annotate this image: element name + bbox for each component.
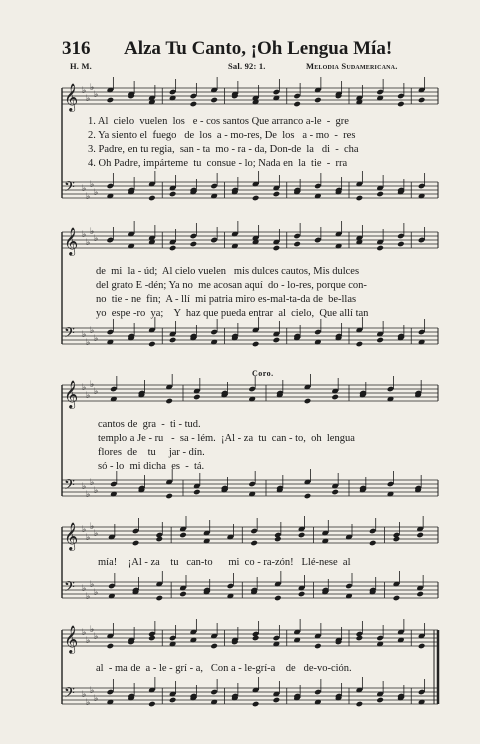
flat-icon: ♭: [82, 330, 87, 340]
flat-icon: ♭: [94, 529, 99, 539]
bass-clef-icon: 𝄢: [64, 179, 75, 199]
flat-icon: ♭: [94, 588, 99, 598]
tune-name: Melodia Sudamericana.: [306, 61, 398, 71]
flat-icon: ♭: [90, 180, 95, 190]
chorus-label: Coro.: [252, 369, 274, 378]
lyric-line: flores de tu jar - dín.: [98, 447, 205, 458]
flat-icon: ♭: [86, 490, 91, 500]
scripture-reference: Sal. 92: 1.: [228, 61, 266, 71]
lyric-line: 3. Padre, en tu regia, san - ta mo - ra - da, Don-de la di - cha: [88, 144, 359, 155]
flat-icon: ♭: [86, 338, 91, 348]
flat-icon: ♭: [82, 184, 87, 194]
lyric-line: 4. Oh Padre, impárteme tu consue - lo; Nada en la tie - rra: [88, 158, 348, 169]
flat-icon: ♭: [82, 383, 87, 393]
flat-icon: ♭: [90, 227, 95, 237]
lyric-line: 1. Al cielo vuelen los e - cos santos Que arranco a-le - gre: [88, 116, 349, 127]
flat-icon: ♭: [82, 525, 87, 535]
bass-clef-icon: 𝄢: [64, 685, 75, 705]
flat-icon: ♭: [90, 326, 95, 336]
flat-icon: ♭: [94, 188, 99, 198]
flat-icon: ♭: [90, 686, 95, 696]
lyric-line: cantos de gra - ti - tud.: [98, 419, 201, 430]
flat-icon: ♭: [86, 698, 91, 708]
treble-clef-icon: 𝄞: [64, 522, 79, 550]
flat-icon: ♭: [86, 592, 91, 602]
flat-icon: ♭: [94, 486, 99, 496]
flat-icon: ♭: [86, 238, 91, 248]
flat-icon: ♭: [94, 632, 99, 642]
flat-icon: ♭: [90, 625, 95, 635]
flat-icon: ♭: [82, 628, 87, 638]
treble-clef-icon: 𝄞: [64, 380, 79, 408]
hymn-number: 316: [62, 38, 91, 59]
treble-clef-icon: 𝄞: [64, 83, 79, 111]
lyric-line: del grato E -dén; Ya no me acosan aquí do - lo-res, porque con-: [96, 280, 367, 291]
flat-icon: ♭: [86, 94, 91, 104]
flat-icon: ♭: [86, 533, 91, 543]
flat-icon: ♭: [94, 90, 99, 100]
bass-clef-icon: 𝄢: [64, 325, 75, 345]
flat-icon: ♭: [82, 230, 87, 240]
lyric-line: de mi la - úd; Al cielo vuelen mis dulces cautos, Mis dulces: [96, 266, 360, 277]
lyric-line: mía! ¡Al - za tu can-to mi co - ra-zón! Llé-nese al: [98, 557, 351, 568]
lyric-line: templo a Je - ru - sa - lém. ¡Al - za tu can - to, oh lengua: [98, 433, 355, 444]
lyric-line: yo espe -ro ya; Y haz que pueda entrar al cielo, Que allí tan: [96, 308, 369, 319]
bass-clef-icon: 𝄢: [64, 477, 75, 497]
lyric-line: no tie - ne fin; A - llí mi patria miro es-mal-ta-da de be-llas: [96, 294, 357, 305]
flat-icon: ♭: [90, 580, 95, 590]
hymn-title: Alza Tu Canto, ¡Oh Lengua Mía!: [124, 38, 393, 59]
flat-icon: ♭: [90, 478, 95, 488]
flat-icon: ♭: [82, 482, 87, 492]
treble-clef-icon: 𝄞: [64, 625, 79, 653]
flat-icon: ♭: [94, 694, 99, 704]
flat-icon: ♭: [90, 380, 95, 390]
lyric-line: só - lo mi dicha es - tá.: [98, 461, 205, 472]
bass-clef-icon: 𝄢: [64, 579, 75, 599]
treble-clef-icon: 𝄞: [64, 227, 79, 255]
flat-icon: ♭: [82, 86, 87, 96]
flat-icon: ♭: [82, 584, 87, 594]
flat-icon: ♭: [90, 83, 95, 93]
flat-icon: ♭: [94, 234, 99, 244]
flat-icon: ♭: [82, 690, 87, 700]
lyric-line: 2. Ya siento el fuego de los a - mo-res, De los a - mo - res: [88, 130, 356, 141]
lyric-line: al - ma de a - le - grí - a, Con a - le-grí-a de de-vo-ción.: [96, 663, 352, 674]
flat-icon: ♭: [86, 192, 91, 202]
flat-icon: ♭: [86, 636, 91, 646]
hymn-meter: H. M.: [70, 61, 93, 71]
flat-icon: ♭: [94, 387, 99, 397]
flat-icon: ♭: [94, 334, 99, 344]
flat-icon: ♭: [86, 391, 91, 401]
flat-icon: ♭: [90, 522, 95, 532]
